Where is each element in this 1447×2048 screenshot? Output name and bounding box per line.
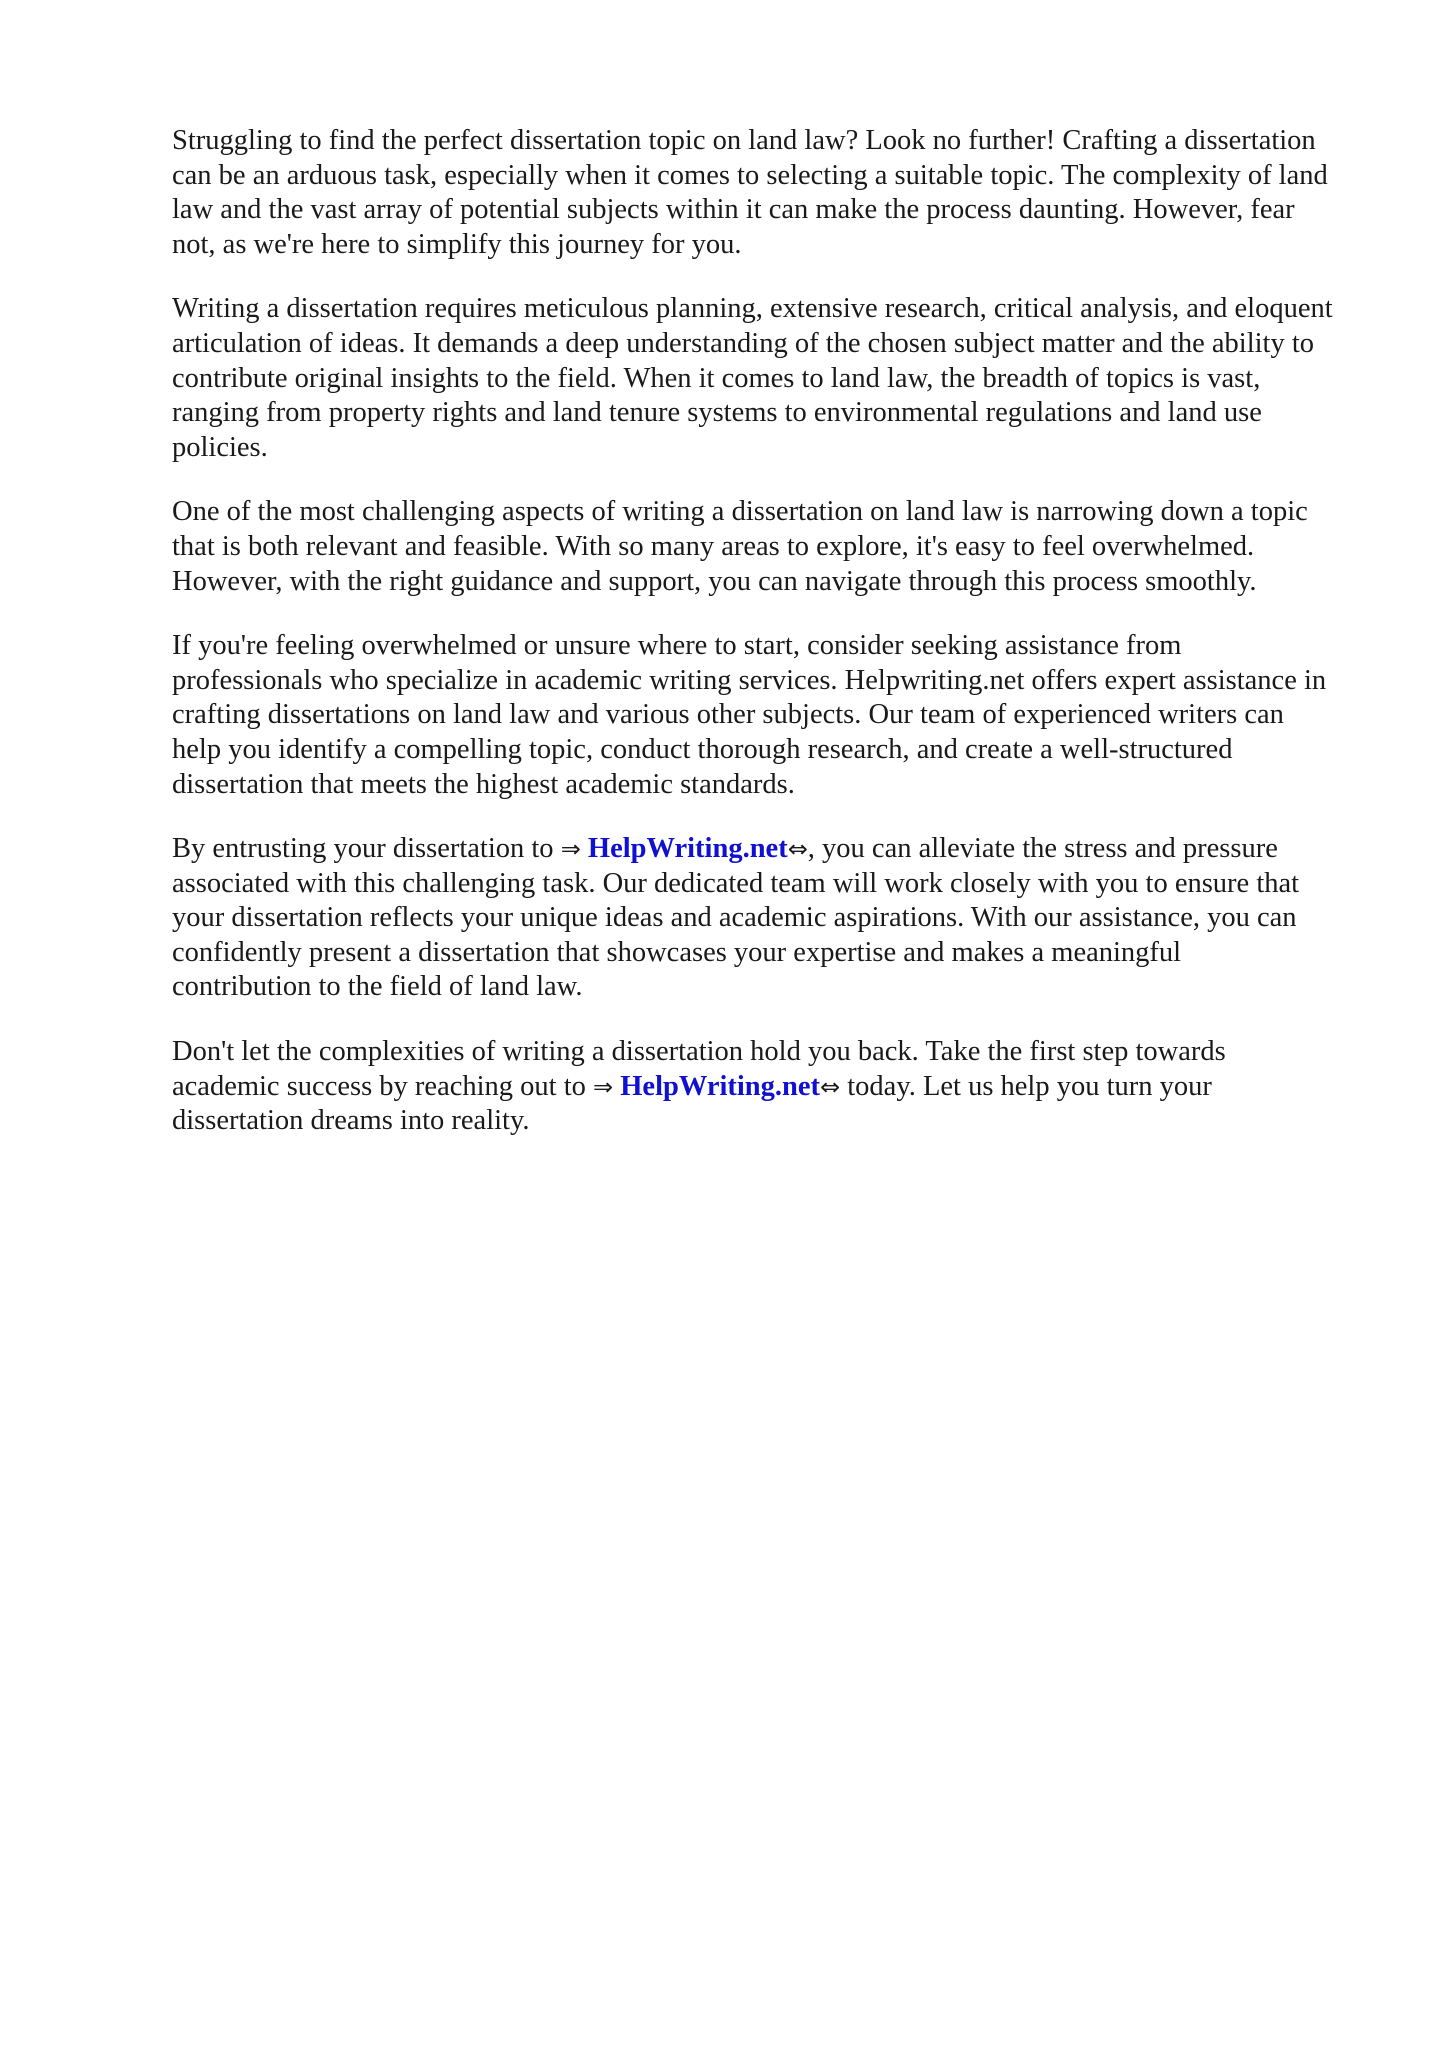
text-line: If you're feeling overwhelmed or unsure where to start, consider seeking assistance from [172, 630, 1182, 662]
text-line: One of the most challenging aspects of writing a dissertation on land law is narrowing down a topic [172, 496, 1308, 528]
paragraph-challenges [172, 495, 1372, 599]
helpwriting-link[interactable]: HelpWriting.net [620, 1070, 821, 1102]
helpwriting-link[interactable]: HelpWriting.net [587, 833, 788, 865]
text-line: policies. [172, 431, 268, 463]
paragraph-intro [172, 124, 1372, 262]
text-line: law and the vast array of potential subjects within it can make the process daunting. However, fear [172, 194, 1295, 226]
left-right-arrow-icon: ⇔ [787, 835, 808, 864]
text-line: crafting dissertations on land law and various other subjects. Our team of experienced writers can [172, 699, 1284, 731]
paragraph-closing [172, 1035, 1372, 1139]
paragraph-assistance [172, 629, 1372, 802]
text-line: help you identify a compelling topic, conduct thorough research, and create a well-structured [172, 733, 1233, 765]
text-line: not, as we're here to simplify this journey for you. [172, 228, 742, 260]
text-line: ranging from property rights and land tenure systems to environmental regulations and land use [172, 397, 1262, 429]
text-line-with-link [172, 1070, 1372, 1105]
right-arrow-icon: ⇒ [593, 1072, 614, 1101]
text-line: contribute original insights to the field. When it comes to land law, the breadth of topics is vast, [172, 362, 1261, 394]
text-segment: today. Let us help you turn your [840, 1070, 1212, 1102]
text-segment: , you can alleviate the stress and pressure [807, 833, 1278, 865]
text-line: However, with the right guidance and support, you can navigate through this process smoothly. [172, 565, 1257, 597]
text-line: Struggling to find the perfect dissertation topic on land law? Look no further! Crafting a dissertation [172, 125, 1316, 156]
text-line: articulation of ideas. It demands a deep understanding of the chosen subject matter and the ability to [172, 327, 1315, 359]
text-line: Don't let the complexities of writing a dissertation hold you back. Take the first step towards [172, 1036, 1226, 1068]
text-line: Writing a dissertation requires meticulous planning, extensive research, critical analysis, and eloquent [172, 293, 1333, 325]
text-line: your dissertation reflects your unique ideas and academic aspirations. With our assistance, you can [172, 902, 1297, 934]
text-segment: academic success by reaching out to [172, 1070, 594, 1102]
left-right-arrow-icon: ⇔ [820, 1072, 841, 1101]
text-line: associated with this challenging task. Our dedicated team will work closely with you to ensure that [172, 867, 1300, 899]
paragraph-entrusting [172, 832, 1372, 1005]
text-line: can be an arduous task, especially when it comes to selecting a suitable topic. The complexity of land [172, 159, 1328, 191]
text-line: dissertation that meets the highest academic standards. [172, 768, 795, 800]
document-body [172, 124, 1372, 1169]
text-line-with-link [172, 832, 1372, 867]
text-line: contribution to the field of land law. [172, 971, 583, 1003]
text-line: that is both relevant and feasible. With so many areas to explore, it's easy to feel overwhelmed. [172, 530, 1255, 562]
text-line: professionals who specialize in academic writing services. Helpwriting.net offers expert assistance in [172, 664, 1327, 696]
paragraph-requirements [172, 292, 1372, 465]
text-segment: By entrusting your dissertation to [172, 833, 561, 865]
text-line: confidently present a dissertation that showcases your expertise and makes a meaningful [172, 936, 1182, 968]
text-line: dissertation dreams into reality. [172, 1105, 530, 1137]
right-arrow-icon: ⇒ [560, 835, 581, 864]
